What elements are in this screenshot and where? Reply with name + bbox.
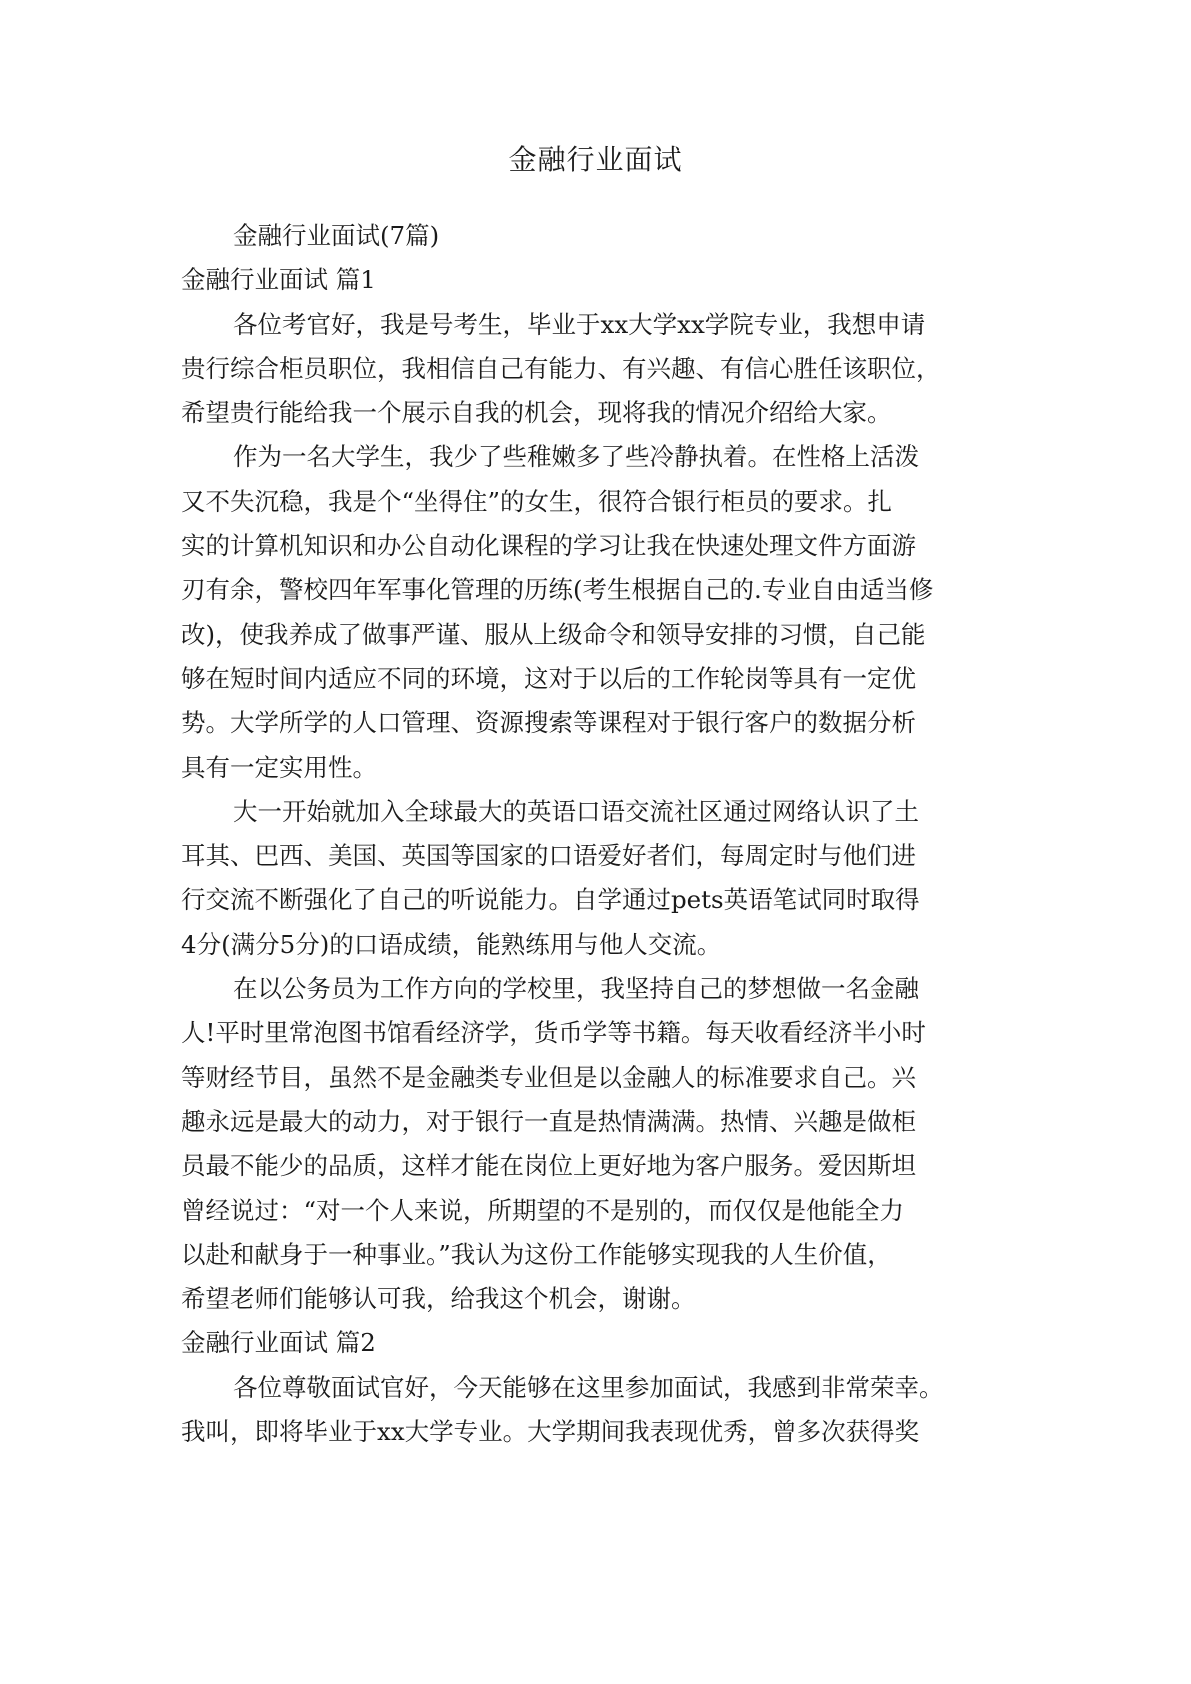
- paragraph-line: 各位尊敬面试官好，今天能够在这里参加面试，我感到非常荣幸。: [233, 1372, 944, 1402]
- paragraph-line: 人!平时里常泡图书馆看经济学，货币学等书籍。每天收看经济半小时: [181, 1018, 926, 1048]
- paragraph-line: 改)，使我养成了做事严谨、服从上级命令和领导安排的习惯，自己能: [181, 619, 926, 649]
- paragraph-line: 希望贵行能给我一个展示自我的机会，现将我的情况介绍给大家。: [181, 398, 892, 428]
- page-title: 金融行业面试: [508, 143, 683, 176]
- paragraph-line: 以赴和献身于一种事业。”我认为这份工作能够实现我的人生价值，: [181, 1239, 892, 1269]
- paragraph-line: 大一开始就加入全球最大的英语口语交流社区通过网络认识了土: [233, 796, 919, 826]
- paragraph-line: 作为一名大学生，我少了些稚嫩多了些冷静执着。在性格上活泼: [233, 442, 919, 472]
- paragraph-line: 耳其、巴西、美国、英国等国家的口语爱好者们，每周定时与他们进: [181, 841, 916, 871]
- paragraph-line: 等财经节目，虽然不是金融类专业但是以金融人的标准要求自己。兴: [181, 1062, 916, 1092]
- paragraph-line: 趣永远是最大的动力，对于银行一直是热情满满。热情、兴趣是做柜: [181, 1106, 916, 1136]
- paragraph-line: 实的计算机知识和办公自动化课程的学习让我在快速处理文件方面游: [181, 531, 916, 561]
- subtitle-line: 金融行业面试(7篇): [233, 221, 440, 250]
- paragraph-line: 势。大学所学的人口管理、资源搜索等课程对于银行客户的数据分析: [181, 708, 916, 738]
- paragraph-line: 又不失沉稳，我是个“坐得住”的女生，很符合银行柜员的要求。扎: [181, 486, 893, 516]
- paragraph-line: 在以公务员为工作方向的学校里，我坚持自己的梦想做一名金融: [233, 974, 919, 1004]
- paragraph-line: 4分(满分5分)的口语成绩，能熟练用与他人交流。: [181, 929, 722, 959]
- paragraph-line: 行交流不断强化了自己的听说能力。自学通过pets英语笔试同时取得: [181, 885, 920, 915]
- paragraph-line: 贵行综合柜员职位，我相信自己有能力、有兴趣、有信心胜任该职位，: [181, 353, 941, 383]
- section-heading: 金融行业面试 篇1: [181, 265, 376, 295]
- paragraph-line: 刃有余，警校四年军事化管理的历练(考生根据自己的.专业自由适当修: [181, 575, 934, 605]
- paragraph-line: 我叫，即将毕业于xx大学专业。大学期间我表现优秀，曾多次获得奖: [181, 1417, 920, 1447]
- document-body: [181, 214, 1021, 1454]
- section-heading: 金融行业面试 篇2: [181, 1328, 376, 1358]
- paragraph-line: 员最不能少的品质，这样才能在岗位上更好地为客户服务。爱因斯坦: [181, 1151, 916, 1181]
- paragraph-line: 各位考官好，我是号考生，毕业于xx大学xx学院专业，我想申请: [233, 309, 926, 339]
- paragraph-line: 具有一定实用性。: [181, 752, 377, 782]
- paragraph-line: 曾经说过：“对一个人来说，所期望的不是别的，而仅仅是他能全力: [181, 1195, 905, 1225]
- paragraph-line: 希望老师们能够认可我，给我这个机会，谢谢。: [181, 1284, 696, 1314]
- paragraph-line: 够在短时间内适应不同的环境，这对于以后的工作轮岗等具有一定优: [181, 663, 916, 693]
